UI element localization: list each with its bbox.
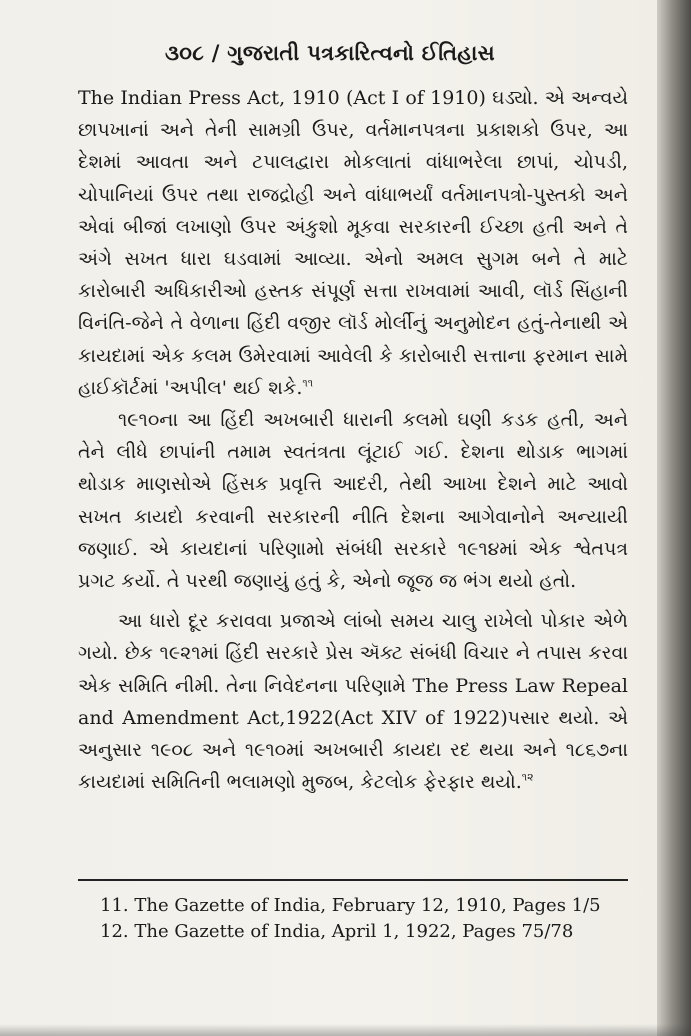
page-body — [78, 82, 628, 798]
paragraph-3-text: આ ધારો દૂર કરાવવા પ્રજાએ લાંબો સમય ચાલુ રાખેલો પોકાર એળે ગયો. છેક ૧૯૨૧માં હિંદી સરકારે પ્રેસ ઍક્ટ સંબંધી વિચાર ને તપાસ કરવા એક સમિતિ નીમી. તેના નિવેદનના પરિણામે The Press Law Repeal and Amendment Act,1922(Act XIV of 1922)પસાર થયો. એ અનુસાર ૧૯૦૮ અને ૧૯૧૦માં અખબારી કાયદા રદ થયા અને ૧૮૬૭ના કાયદામાં સમિતિની ભલામણો મુજબ, કેટલોક ફેરફાર થયો. — [78, 610, 628, 794]
footnote-12: 12. The Gazette of India, April 1, 1922, Pages 75/78 — [100, 921, 574, 942]
footnote-divider — [78, 879, 628, 881]
paragraph-2 — [78, 404, 628, 597]
footnote-ref-11: ૧૧ — [302, 376, 314, 390]
page-header: ૩૦૮ / ગુજરાતી પત્રકારિત્વનો ઈતિહાસ — [165, 40, 495, 65]
footnotes — [100, 893, 620, 945]
footnote-ref-12: ૧૨ — [521, 770, 534, 784]
footnote-11: 11. The Gazette of India, February 12, 1910, Pages 1/5 — [100, 895, 601, 916]
book-spine-shadow — [657, 0, 691, 1036]
paragraph-2-text: ૧૯૧૦ના આ હિંદી અખબારી ધારાની કલમો ઘણી કડક હતી, અને તેને લીધે છાપાંની તમામ સ્વતંત્રતા લૂંટાઈ ગઈ. દેશના થોડાક ભાગમાં થોડાક માણસોએ હિંસક પ્રવૃત્તિ આદરી, તેથી આખા દેશને માટે આવો સખત કાયદો કરવાની સરકારની નીતિ દેશના આગેવાનોને અન્યાયી જણાઈ. એ કાયદાનાં પરિણામો સંબંધી સરકારે ૧૯૧૪માં એક શ્વેતપત્ર પ્રગટ કર્યો. તે પરથી જણાયું હતું કે, એનો જૂજ જ ભંગ થયો હતો. — [78, 409, 628, 593]
paragraph-1-text: The Indian Press Act, 1910 (Act I of 1910) ઘડ્યો. એ અન્વયે છાપખાનાં અને તેની સામગ્રી ઉપર, વર્તમાનપત્રના પ્રકાશકો ઉપર, આ દેશમાં આવતા અને ટપાલદ્વારા મોકલાતાં વાંધાભરેલા છાપાં, ચોપડી, ચોપાનિયાં ઉપર તથા રાજદ્રોહી અને વાંધાભર્યાં વર્તમાનપત્રો-પુસ્તકો અને એવાં બીજાં લખાણો ઉપર અંકુશો મૂકવા સરકારની ઈચ્છા હતી અને તે અંગે સખત ધારા ઘડવામાં આવ્યા. એનો અમલ સુગમ બને તે માટે કારોબારી અધિકારીઓ હસ્તક સંપૂર્ણ સત્તા રાખવામાં આવી, લૉર્ડ સિંહાની વિનંતિ-જેને તે વેળાના હિંદી વજીર લૉર્ડ મોર્લીનું અનુમોદન હતું-તેનાથી એ કાયદામાં એક કલમ ઉમેરવામાં આવેલી કે કારોબારી સત્તાના ફરમાન સામે હાઈકૉર્ટમાં 'અપીલ' થઈ શકે. — [78, 87, 628, 399]
paragraph-1 — [78, 82, 628, 404]
paragraph-3 — [78, 605, 628, 798]
page-bottom-shadow — [0, 1024, 691, 1036]
